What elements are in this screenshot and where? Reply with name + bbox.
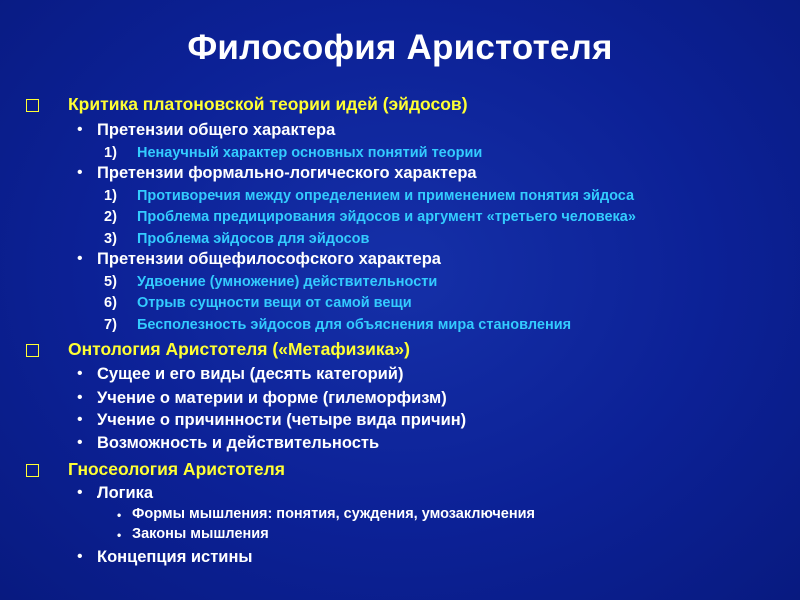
bullet-dot-icon: • bbox=[77, 411, 83, 428]
bullet-dot-icon: • bbox=[77, 121, 83, 138]
bullet-dot-icon: • bbox=[77, 548, 83, 565]
item-number: 3) bbox=[104, 231, 117, 247]
list-item: Сущее и его виды (десять категорий) bbox=[97, 365, 404, 383]
bullet-dot-icon: • bbox=[77, 250, 83, 267]
numbered-item: Удвоение (умножение) действительности bbox=[137, 274, 438, 290]
list-item: Учение о причинности (четыре вида причин) bbox=[97, 411, 467, 429]
bullet-dot-icon: • bbox=[77, 389, 83, 406]
list-item: Учение о материи и форме (гилеморфизм) bbox=[97, 389, 447, 407]
numbered-item: Проблема предицирования эйдосов и аргумент «третьего человека» bbox=[137, 209, 636, 225]
list-item: Претензии формально-логического характера bbox=[97, 164, 477, 182]
list-item: Концепция истины bbox=[97, 548, 253, 566]
slide-title: Философия Аристотеля bbox=[187, 28, 613, 67]
section-heading: Критика платоновской теории идей (эйдосов) bbox=[68, 94, 468, 114]
item-number: 7) bbox=[104, 317, 117, 333]
item-number: 5) bbox=[104, 274, 117, 290]
checkbox-bullet-icon bbox=[26, 464, 39, 477]
item-number: 1) bbox=[104, 145, 117, 161]
sub-list-item: Законы мышления bbox=[132, 526, 269, 542]
item-number: 6) bbox=[104, 295, 117, 311]
numbered-item: Проблема эйдосов для эйдосов bbox=[137, 231, 370, 247]
section-heading: Онтология Аристотеля («Метафизика») bbox=[68, 339, 410, 359]
bullet-dot-icon: • bbox=[77, 164, 83, 181]
item-number: 1) bbox=[104, 188, 117, 204]
list-item: Логика bbox=[97, 484, 154, 502]
checkbox-bullet-icon bbox=[26, 99, 39, 112]
numbered-item: Отрыв сущности вещи от самой вещи bbox=[137, 295, 412, 311]
bullet-dot-icon: • bbox=[77, 484, 83, 501]
numbered-item: Противоречия между определением и применением понятия эйдоса bbox=[137, 188, 635, 204]
numbered-item: Бесполезность эйдосов для объяснения мира становления bbox=[137, 317, 572, 333]
bullet-dot-icon: • bbox=[77, 434, 83, 451]
checkbox-bullet-icon bbox=[26, 344, 39, 357]
sub-bullet-dot-icon: • bbox=[117, 508, 122, 522]
bullet-dot-icon: • bbox=[77, 365, 83, 382]
list-item: Возможность и действительность bbox=[97, 434, 380, 452]
sub-list-item: Формы мышления: понятия, суждения, умозаключения bbox=[132, 506, 535, 522]
section-heading: Гносеология Аристотеля bbox=[68, 459, 285, 479]
list-item: Претензии общего характера bbox=[97, 121, 336, 139]
sub-bullet-dot-icon: • bbox=[117, 528, 122, 542]
item-number: 2) bbox=[104, 209, 117, 225]
list-item: Претензии общефилософского характера bbox=[97, 250, 441, 268]
numbered-item: Ненаучный характер основных понятий теории bbox=[137, 145, 483, 161]
